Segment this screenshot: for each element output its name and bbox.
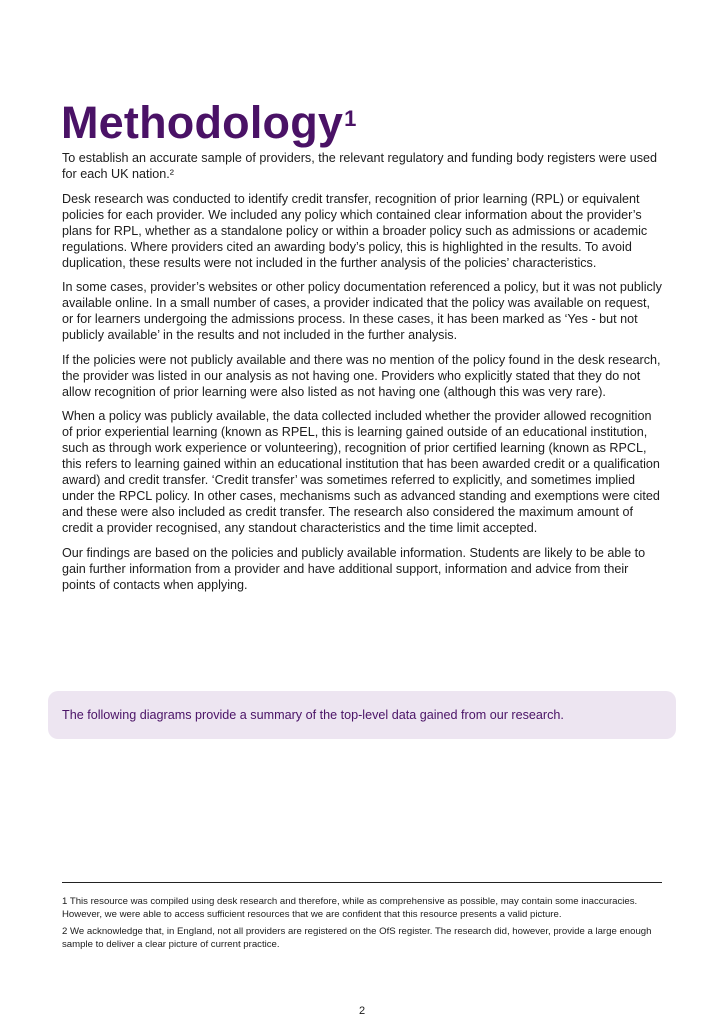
summary-callout (48, 691, 676, 739)
paragraph-desk-research: Desk research was conducted to identify credit transfer, recognition of prior learning (RPL) or equivalent policies for each provider. We included any policy which contained clear information about the provider’s plans for RPL, whether as a standalone policy or within a broader policy such as admissions or academic regulations. Where providers cited an awarding body’s policy, this is highlighted in the results. To avoid duplication, these results were not included in the further analysis of the policies’ characteristics. (62, 191, 648, 270)
title-footnote-mark: 1 (344, 106, 357, 132)
callout-text: The following diagrams provide a summary of the top-level data gained from our research. (62, 708, 564, 722)
footnotes (62, 895, 662, 955)
page-number: 2 (358, 1005, 366, 1017)
footnote-divider (62, 882, 662, 883)
title-text: Methodology (61, 97, 344, 149)
paragraph-data-collected: When a policy was publicly available, the data collected included whether the provider allowed recognition of prior experiential learning (known as RPEL, this is learning gained outside of an educational institution, such as through work experience or volunteering), recognition of prior certified learning (known as RPCL, this refers to learning gained within an educational institution that has been awarded credit or a qualification award) and credit transfer. ‘Credit transfer’ was sometimes referred to explicitly, and sometimes implied under the RPCL policy. In other cases, mechanisms such as advanced standing and exemptions were cited and these were also included as credit transfer. The research also considered the maximum amount of credit a provider recognised, any standout characteristics and the time limit accepted. (62, 409, 660, 535)
page-title (61, 96, 357, 150)
paragraph-not-public: In some cases, provider’s websites or other policy documentation referenced a policy, but it was not publicly available online. In a small number of cases, a provider indicated that the policy was available on request, or for learners undergoing the admissions process. In these cases, it has been marked as ‘Yes - but not publicly available’ in the results and not included in the further analysis. (62, 280, 662, 342)
paragraph-findings: Our findings are based on the policies and publicly available information. Students are likely to be able to gain further information from a provider and have additional support, information and advice from their points of contacts when applying. (62, 545, 646, 592)
paragraph-sample: To establish an accurate sample of providers, the relevant regulatory and funding body registers were used for each UK nation.² (62, 151, 658, 181)
paragraph-no-policy: If the policies were not publicly available and there was no mention of the policy found in the desk research, the provider was listed in our analysis as not having one. Providers who explicitly stated that they do not allow recognition of prior learning were also listed as not having one (although this was very rare). (62, 352, 661, 399)
methodology-body (62, 150, 662, 601)
footnote-1: 1 This resource was compiled using desk research and therefore, while as comprehensive as possible, may contain some inaccuracies. However, we were able to access sufficient resources that we are confident that this resource presents a valid picture. (62, 896, 638, 920)
footnote-2: 2 We acknowledge that, in England, not all providers are registered on the OfS register. The research did, however, provide a large enough sample to deliver a clear picture of current practice. (62, 926, 652, 950)
